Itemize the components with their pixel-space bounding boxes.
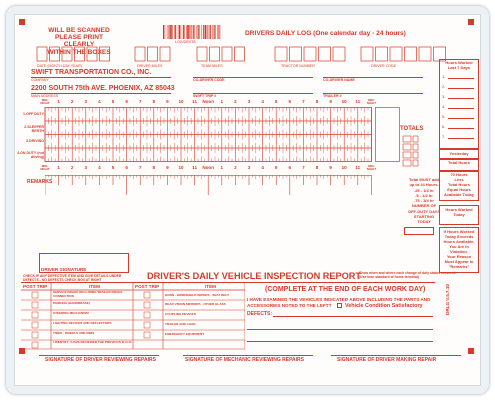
barcode-text: LOG/DRVTB xyxy=(175,40,196,44)
complete-title: (COMPLETE AT THE END OF EACH WORK DAY) xyxy=(265,286,426,293)
entry-box xyxy=(235,47,245,61)
entry-box xyxy=(62,47,72,61)
date-label: DATE (MONTH-DAY-YEAR) xyxy=(37,64,82,68)
hour-label: 6 xyxy=(125,99,128,104)
hour-label: MID-NIGHT xyxy=(40,164,50,172)
hour-label: 8 xyxy=(152,99,156,104)
hour-label: MID-NIGHT xyxy=(366,164,377,172)
barcode-bar xyxy=(191,25,192,39)
registration-mark xyxy=(19,19,25,25)
hour-label: 9 xyxy=(166,165,169,170)
entry-box xyxy=(210,47,220,61)
barcode-bar xyxy=(199,25,200,39)
entry-box xyxy=(275,47,287,61)
off-duty-days-box[interactable] xyxy=(404,227,434,235)
inspection-checkbox xyxy=(32,292,38,298)
entry-box xyxy=(37,47,47,61)
inspection-title: DRIVER'S DAILY VEHICLE INSPECTION REPORT xyxy=(147,271,362,281)
inspection-checkbox xyxy=(32,302,38,308)
barcode-bar xyxy=(186,25,187,39)
barcode-bar xyxy=(163,25,164,39)
entry-box xyxy=(304,47,316,61)
barcode-bar xyxy=(217,25,218,39)
entry-box xyxy=(290,47,302,61)
defects-label: DEFECTS: xyxy=(247,311,272,317)
hour-label: 5 xyxy=(111,165,115,170)
total-box xyxy=(413,144,418,150)
barcode-bar xyxy=(198,25,199,39)
total-box xyxy=(413,160,418,166)
total-box xyxy=(413,136,418,142)
signature-driver-making-repair: SIGNATURE OF DRIVER MAKING REPAIR xyxy=(337,357,437,363)
hour-label: 2 xyxy=(234,165,237,170)
registration-mark xyxy=(468,19,474,25)
barcode-bar xyxy=(179,25,180,39)
scan-note: WILL BE SCANNED PLEASE PRINT CLEARLY WITHIN THE BOXES xyxy=(47,27,111,56)
condition-label: Vehicle Condition Satisfactory xyxy=(344,303,423,309)
hour-label: 4 xyxy=(98,99,101,104)
barcode-bar xyxy=(167,25,168,39)
inspection-checkbox xyxy=(32,312,38,318)
grid-total-column xyxy=(375,108,399,162)
hour-label: 5 xyxy=(274,165,278,170)
hour-label: 3 xyxy=(84,165,88,170)
inspection-item: STEERING MECHANISM xyxy=(53,311,89,315)
hour-label: 9 xyxy=(166,99,169,104)
address-label: MAIN ADDRESS xyxy=(31,94,59,98)
barcode xyxy=(163,25,221,39)
hour-label: 1 xyxy=(220,165,224,170)
total-box xyxy=(403,160,411,166)
hour-label: 3 xyxy=(84,99,88,104)
post-trip-header-right: POST TRIP xyxy=(135,284,160,289)
registration-mark xyxy=(468,348,474,354)
hour-label: 3 xyxy=(247,165,251,170)
inspection-checkbox xyxy=(32,332,38,338)
hour-labels-top xyxy=(15,99,415,107)
co-driver-name-label: CO-DRIVER NAME xyxy=(323,78,355,82)
hour-label: 9 xyxy=(329,165,332,170)
inspection-item: COUPLING DEVICES xyxy=(165,312,196,316)
inspection-checkbox xyxy=(144,332,150,338)
hour-label: 10 xyxy=(178,99,184,104)
inspection-item: HORN - WINDSHIELD WIPERS - SEAT BELT xyxy=(165,293,229,297)
entry-box xyxy=(197,47,207,61)
company-name: SWIFT TRANSPORTATION CO., INC. xyxy=(31,69,152,76)
hour-label: 1 xyxy=(57,99,60,104)
hour-label: 8 xyxy=(315,99,319,104)
hour-label: 7 xyxy=(138,165,142,170)
co-driver-code-label: CO-DRIVER CODE xyxy=(193,78,225,82)
entry-box xyxy=(87,47,97,61)
barcode-bar xyxy=(169,25,170,39)
entry-box xyxy=(390,47,402,61)
hour-label: 11 xyxy=(192,99,198,104)
entry-box xyxy=(376,47,388,61)
inspection-item: TIRES - WHEELS AND RIMS xyxy=(53,331,95,335)
examined-text: I HAVE EXAMINED THE VEHICLES INDICATED ABOVE INCLUDING THE PARTS AND ACCESSORIES NOTED TO THE LEFT? Vehicle Condition Satisfactory xyxy=(247,297,431,309)
condition-checkbox[interactable] xyxy=(337,303,342,308)
company-label: COMPANY xyxy=(31,78,49,82)
barcode-bar xyxy=(170,25,172,39)
inspection-item: SERVICE BRAKE INCLUDING TRAILER BRAKE CONNECTION xyxy=(53,290,123,298)
hour-label: 8 xyxy=(315,165,319,170)
trailer-label: TRAILER # xyxy=(323,94,342,98)
entry-box xyxy=(148,47,158,61)
hour-label: 9 xyxy=(329,99,332,104)
entry-box xyxy=(135,47,145,61)
barcode-bar xyxy=(174,25,175,39)
hour-label: 4 xyxy=(261,165,264,170)
inspection-title-note: Show when and where each change of duty status occurred. (Use time standard of home terminal) xyxy=(359,271,457,279)
inspection-checkbox xyxy=(32,322,38,328)
hour-label: 6 xyxy=(125,165,128,170)
hour-label: 2 xyxy=(70,165,74,170)
hour-label: 10 xyxy=(341,165,347,170)
barcode-bar xyxy=(165,25,166,39)
barcode-bar xyxy=(194,25,195,39)
inspection-item: EMERGENCY EQUIPMENT xyxy=(165,332,205,336)
entry-box xyxy=(222,47,232,61)
barcode-bar xyxy=(219,25,220,39)
hour-label: 4 xyxy=(261,99,264,104)
barcode-bar xyxy=(202,25,203,39)
hours-worked-column: Hours Worked Last 7 Days 1. 2. 3. 4. 5. 6. 7. Yesterday Total Hours 70 Hours Less Total Hours Equal Hours Available Today Hours Worked Today If Hours Worked Today Exceeds Hours Available, You Are In Violation. Your Reason Must Appear In "Remarks" xyxy=(439,59,481,291)
hour-label: 6 xyxy=(288,165,292,170)
barcode-bar xyxy=(209,25,210,39)
inspection-item: PARKING (HANDBRAKE) xyxy=(53,301,90,305)
form-code: DRLG V.5.7.10 xyxy=(445,284,450,315)
inspection-item: I IDENTIFY I HAVE REVIEWED THE PREVIOUS D.V.I.R. xyxy=(53,340,133,344)
hour-label: 8 xyxy=(152,165,156,170)
barcode-bar xyxy=(187,25,189,39)
hour-label: 2 xyxy=(70,99,74,104)
driver-miles-label: DRIVER MILES xyxy=(137,64,163,68)
defect-note: CHECK IF ANY DEFECTIVE ITEM AND GIVE DETAILS UNDER DEFECTS - NO DEFECTS CHECK BOX AT RIGHT xyxy=(23,274,122,282)
driver-log-sheet xyxy=(14,14,481,386)
total-box xyxy=(403,144,411,150)
entry-box xyxy=(75,47,85,61)
hour-labels-bottom xyxy=(15,165,415,173)
swift-trip-label: SWIFT TRIP # xyxy=(193,94,217,98)
total-box xyxy=(413,152,418,158)
barcode-bar xyxy=(213,25,214,39)
hour-label: 7 xyxy=(302,165,305,170)
barcode-bar xyxy=(189,25,190,39)
inspection-checkbox xyxy=(144,292,150,298)
hour-label: 11 xyxy=(355,165,361,170)
hour-label: 3 xyxy=(247,99,251,104)
barcode-bar xyxy=(197,25,198,39)
hour-label: 2 xyxy=(234,99,237,104)
hour-label: 11 xyxy=(192,165,198,170)
hour-label: 6 xyxy=(288,99,292,104)
duty-status-grid[interactable] xyxy=(15,107,420,163)
barcode-bar xyxy=(181,25,182,39)
barcode-bar xyxy=(193,25,194,39)
inspection-checkbox xyxy=(144,302,150,308)
driver-signature-label: DRIVER SIGNATURE xyxy=(41,267,87,272)
total-note: Total MUST add up to 24 Hours. .25 - 1/4 hr .5 - 1/2 hr .75 - 3/4 hr NUMBER OF OFF-DUTY DAYS STARTING TODAY xyxy=(407,177,440,225)
tractor-number-label: TRACTOR NUMBER xyxy=(281,64,315,68)
entry-box xyxy=(50,47,60,61)
signature-driver-reviewing: SIGNATURE OF DRIVER REVIEWING REPAIRS xyxy=(45,357,156,363)
totals-boxes[interactable] xyxy=(397,134,435,170)
entry-box xyxy=(100,47,110,61)
remarks-label: REMARKS xyxy=(27,179,53,185)
entry-box xyxy=(333,47,345,61)
entry-box xyxy=(319,47,331,61)
inspection-checkbox xyxy=(144,322,150,328)
entry-box xyxy=(361,47,373,61)
item-header-right: ITEM xyxy=(205,284,216,289)
hour-label: 4 xyxy=(98,165,101,170)
barcode-bar xyxy=(215,25,216,39)
driver-code-label: DRIVER CODE xyxy=(371,64,396,68)
team-miles-label: TEAM MILES xyxy=(201,64,223,68)
company-address: 2200 SOUTH 75th AVE. PHOENIX, AZ 85043 xyxy=(31,85,175,92)
inspection-item: TRAILER AND LOAD xyxy=(165,322,196,326)
hour-label: MID-NIGHT xyxy=(40,98,50,106)
post-trip-header-left: POST TRIP xyxy=(23,284,48,289)
hour-label: 7 xyxy=(302,99,305,104)
barcode-bar xyxy=(214,25,215,39)
hour-label: 5 xyxy=(274,99,278,104)
header-boxes xyxy=(31,45,456,63)
barcode-bar xyxy=(210,25,211,39)
hour-label: 7 xyxy=(138,99,142,104)
log-title: DRIVERS DAILY LOG (One calendar day - 24 hours) xyxy=(245,30,406,37)
entry-box xyxy=(160,47,170,61)
barcode-bar xyxy=(178,25,179,39)
hour-label: 1 xyxy=(220,99,224,104)
item-header-left: ITEM xyxy=(89,284,100,289)
barcode-bar xyxy=(175,25,176,39)
barcode-bar xyxy=(203,25,204,39)
barcode-bar xyxy=(184,25,185,39)
total-box xyxy=(403,152,411,158)
hour-label: 10 xyxy=(341,99,347,104)
remarks-ticks[interactable] xyxy=(45,175,390,251)
inspection-item: REAR VISION MIRRORS - OTHER GLASS xyxy=(165,302,226,306)
hour-label: 10 xyxy=(178,165,184,170)
barcode-bar xyxy=(183,25,184,39)
inspection-item: LIGHTING DEVICES AND REFLECTORS xyxy=(53,321,112,325)
inspection-checkbox xyxy=(32,342,38,348)
barcode-bar xyxy=(207,25,208,39)
barcode-bar xyxy=(205,25,207,39)
hour-label: 11 xyxy=(355,99,361,104)
total-box xyxy=(403,136,411,142)
hour-label: Noon xyxy=(202,165,215,170)
barcode-bar xyxy=(172,25,173,39)
inspection-checkbox xyxy=(144,312,150,318)
row-labels: 1.OFF DUTY 2.SLEEPER BERTH 3.DRIVING 4.ON DUTY (not driving) xyxy=(17,112,44,159)
hour-label: 1 xyxy=(57,165,60,170)
entry-box xyxy=(419,47,431,61)
totals-label: TOTALS xyxy=(400,126,424,132)
hour-label: Noon xyxy=(202,99,215,104)
hour-label: 5 xyxy=(111,99,115,104)
hour-label: MID-NIGHT xyxy=(366,98,377,106)
signature-mechanic-reviewing: SIGNATURE OF MECHANIC REVIEWING REPAIRS xyxy=(185,357,304,363)
entry-box xyxy=(405,47,417,61)
